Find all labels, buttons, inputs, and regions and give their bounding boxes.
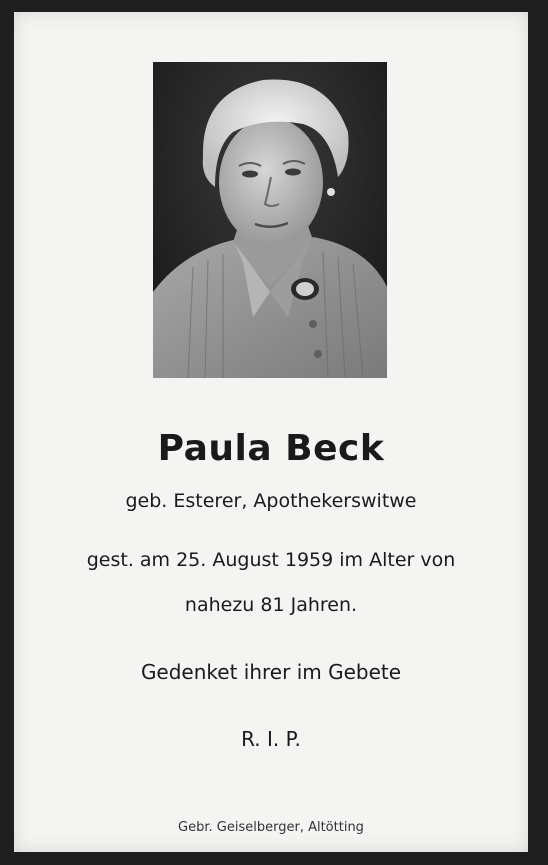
deceased-name: Paula Beck (157, 428, 385, 469)
birth-name-line: geb. Esterer, Apothekerswitwe (125, 490, 417, 512)
prayer-line: Gedenket ihrer im Gebete (140, 660, 402, 684)
portrait-image (153, 62, 387, 378)
age-line: nahezu 81 Jahren. (184, 594, 358, 616)
printer-credit: Gebr. Geiselberger, Altötting (178, 820, 364, 835)
death-date-line: gest. am 25. August 1959 im Alter von (86, 549, 456, 571)
portrait-photo (153, 62, 387, 378)
rip-text: R. I. P. (241, 727, 301, 751)
